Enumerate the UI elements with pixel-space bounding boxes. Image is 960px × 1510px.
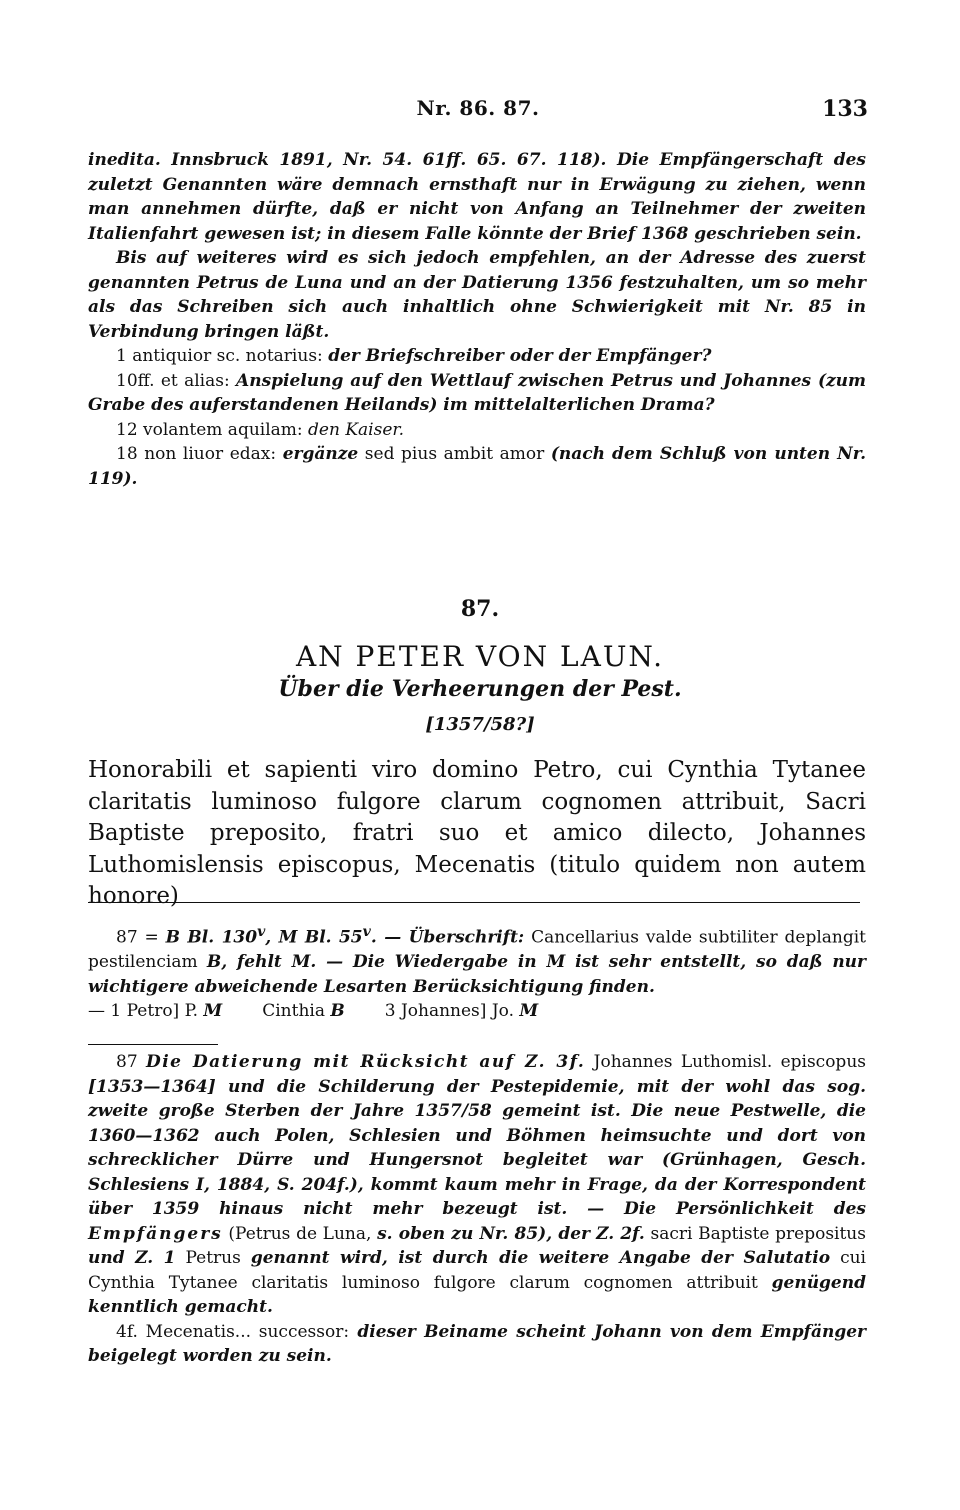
commentary-latin: Johannes Luthomisl. episcopus — [585, 1052, 866, 1072]
commentary-text: Die Datierung mit Rücksicht auf Z. 3f. — [145, 1052, 586, 1072]
apparatus-sup: v — [362, 924, 371, 940]
apparatus-label: . — Überschrift: — [370, 927, 525, 948]
apparatus-num: 87 = — [116, 927, 166, 948]
apparatus-variants — [88, 999, 866, 1024]
commentary-ref: 4f. Mecenatis... successor: — [116, 1321, 350, 1342]
apparatus-note: B, fehlt M. — Die Wiedergabe in M ist sehr entstellt, so daß nur wichtigere abweichende Lesarten Berücksichtigung finden. — [88, 952, 866, 997]
commentary-latin: cui Cynthia Tytanee claritatis luminoso fulgore clarum cognomen attribuit — [88, 1248, 866, 1293]
apparatus-entry — [88, 920, 866, 999]
commentary-entry-2 — [88, 1320, 866, 1369]
commentary-text: und Z. 1 — [88, 1248, 176, 1268]
commentary-latin: Petrus — [175, 1248, 251, 1268]
section-title: AN PETER VON LAUN. — [295, 640, 665, 673]
note-paragraph-1: inedita. Innsbruck 1891, Nr. 54. 61ff. 65. 67. 118). Die Empfängerschaft des zuletzt Genannten wäre demnach ernsthaft nur in Erwägung zu ziehen, wenn man annehmen dürfte, daß er nicht von Anfang an Teilnehmer der zweiten Italienfahrt gewesen ist; in diesem Falle könnte der Brief 1368 geschrieben sein. — [88, 150, 866, 244]
apparatus-latin: Cancellarius valde subtiliter deplangit pestilenciam — [88, 927, 867, 973]
notes-continued — [88, 148, 866, 491]
line-note-latin: sed pius ambit amor — [364, 444, 545, 464]
commentary-entry-1 — [88, 1050, 866, 1320]
document-numbers: Nr. 86. 87. — [416, 96, 540, 120]
commentary-text: genannt wird, ist durch die weitere Angabe der Salutatio — [250, 1248, 831, 1268]
apparatus-source: B Bl. 130 — [165, 927, 258, 948]
line-note-ref: 1 antiquior sc. notarius: — [116, 346, 323, 366]
commentary-text: s. oben zu Nr. 85), der Z. 2f. — [377, 1223, 645, 1244]
commentary-latin: sacri Baptiste prepositus — [644, 1223, 866, 1244]
line-note-3 — [88, 418, 866, 443]
running-header — [88, 96, 868, 126]
apparatus-siglum: M — [203, 1001, 223, 1022]
line-note-ref: 12 volantem aquilam: — [116, 419, 303, 440]
commentary-text: dieser Beiname scheint Johann von dem Empfänger beigelegt worden zu sein. — [88, 1321, 866, 1366]
line-note-2 — [88, 369, 866, 418]
line-note-text: den Kaiser. — [308, 419, 405, 440]
apparatus-variant: Cinthia — [262, 1001, 331, 1022]
commentary-text: Empfängers — [88, 1223, 223, 1244]
apparatus-source: , M Bl. 55 — [265, 927, 363, 948]
critical-apparatus — [88, 920, 866, 1024]
line-note-text: (nach dem Schluß von unten Nr. 119). — [88, 444, 867, 489]
commentary-latin: (Petrus de Luna, — [222, 1223, 378, 1244]
line-note-text: Anspielung auf den Wettlauf zwischen Petrus und Johannes (zum Grabe des auferstandenen Heilands) im mittelalterlichen Drama? — [88, 370, 866, 415]
apparatus-siglum: M — [519, 1001, 539, 1022]
apparatus-variant: — 1 Petro] P. — [88, 1001, 204, 1022]
apparatus-variant: 3 Johannes] Jo. — [384, 1001, 520, 1022]
section-subtitle: Über die Verheerungen der Pest. — [278, 676, 682, 702]
commentary-num: 87 — [116, 1052, 146, 1072]
footnote-divider — [88, 902, 860, 903]
line-note-text: der Briefschreiber oder der Empfänger? — [328, 346, 712, 366]
page-number: 133 — [822, 96, 868, 122]
commentary-text: [1353—1364] und die Schilderung der Pestepidemie, mit der wohl das sog. zweite große Sterben der Jahre 1357/58 gemeint ist. Die neue Pestwelle, die 1360—1362 auch Polen, Schlesien und Böhmen heimsuchte und dort von schrecklicher Dürre und Hungersnot begleitet war (Grünhagen, Gesch. Schlesiens I, 1884, S. 204f.), kommt kaum mehr in Frage, da der Korrespondent über 1359 hinaus nicht mehr bezeugt ist. — Die Persönlichkeit des — [88, 1076, 866, 1219]
line-note-1 — [88, 344, 866, 369]
line-note-text: ergänze — [282, 444, 359, 464]
section-number: 87. — [460, 596, 500, 622]
apparatus-sup: v — [257, 924, 266, 940]
commentary — [88, 1050, 866, 1369]
line-note-ref: 18 non liuor edax: — [116, 444, 277, 464]
line-note-4 — [88, 442, 866, 491]
line-note-ref: 10ff. et alias: — [116, 370, 230, 391]
commentary-divider — [88, 1044, 218, 1045]
note-paragraph-2: Bis auf weiteres wird es sich jedoch empfehlen, an der Adresse des zuerst genannten Petrus de Luna und an der Datierung 1356 festzuhalten, um so mehr als das Schreiben sich auch inhaltlich ohne Schwierigkeit mit Nr. 85 in Verbindung bringen läßt. — [88, 248, 866, 342]
commentary-text: genügend kenntlich gemacht. — [88, 1272, 866, 1317]
section-date: [1357/58?] — [425, 714, 535, 735]
apparatus-siglum: B — [330, 1001, 345, 1022]
letter-text: Honorabili et sapienti viro domino Petro, cui Cynthia Tytanee claritatis luminoso fulgore clarum cognomen attribuit, Sacri Baptiste preposito, fratri suo et amico dilecto, Johannes Luthomislensis episcopus, Mecenatis (titulo quidem non autem honore) — [88, 757, 866, 909]
